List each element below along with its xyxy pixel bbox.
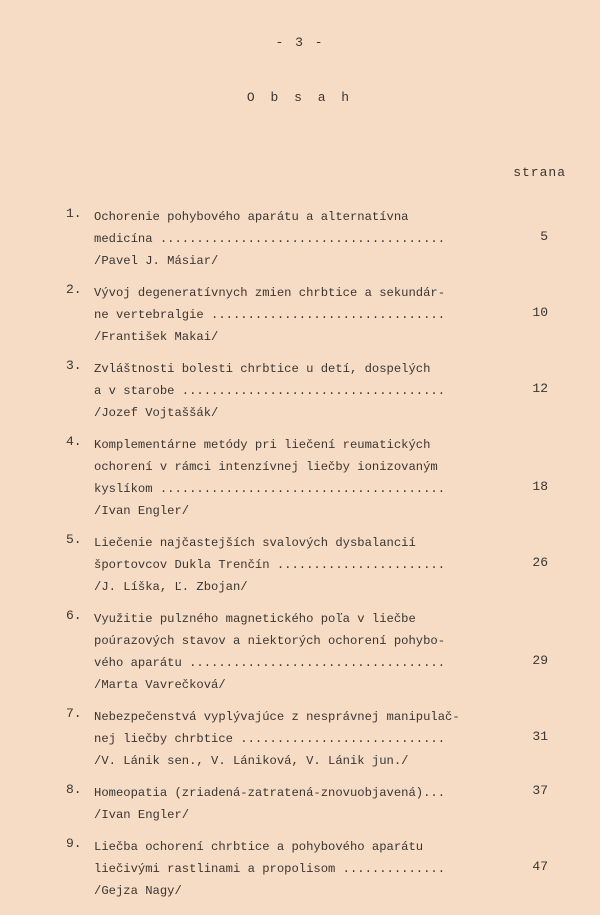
toc-entry-page: 26: [532, 555, 548, 570]
toc-entry-title-line: Zvláštnosti bolesti chrbtice u detí, dospelých: [94, 362, 431, 376]
toc-entry: [66, 358, 566, 424]
toc-entry-title-line: poúrazových stavov a niektorých ochorení pohybo-: [94, 634, 446, 648]
toc-entry-number: 5.: [66, 532, 82, 547]
toc-entry-title-line: Komplementárne metódy pri liečení reumatických: [94, 438, 431, 452]
toc-entry-page: 47: [532, 859, 548, 874]
toc-entry-title-line: kyslíkom .......................................: [94, 482, 446, 496]
page-column-label: strana: [513, 165, 566, 180]
toc-entry: [66, 282, 566, 348]
toc-entry-author: /Gejza Nagy/: [94, 884, 182, 898]
toc-entry-title-line: Liečenie najčastejších svalových dysbalancií: [94, 536, 416, 550]
toc-entry-title-line: Liečba ochorení chrbtice a pohybového aparátu: [94, 840, 424, 854]
toc-entry-number: 9.: [66, 836, 82, 851]
toc-entry-title-line: Využitie pulzného magnetického poľa v liečbe: [94, 612, 416, 626]
toc-entry: [66, 532, 566, 598]
toc-entry-title-line: Nebezpečenstvá vyplývajúce z nesprávnej manipulač-: [94, 710, 460, 724]
toc-entry-author: /Ivan Engler/: [94, 808, 190, 822]
toc-entry-page: 18: [532, 479, 548, 494]
toc-entry: [66, 782, 566, 826]
toc-entry-title-line: vého aparátu ...................................: [94, 656, 446, 670]
toc-entry: [66, 706, 566, 772]
table-of-contents: [66, 206, 566, 912]
toc-entry-number: 4.: [66, 434, 82, 449]
toc-entry-author: /František Makai/: [94, 330, 219, 344]
toc-entry-page: 29: [532, 653, 548, 668]
toc-entry-page: 5: [540, 229, 548, 244]
toc-entry-title-line: ne vertebralgie ................................: [94, 308, 446, 322]
toc-entry-title-line: športovcov Dukla Trenčín .......................: [94, 558, 446, 572]
toc-entry: [66, 434, 566, 522]
toc-entry-number: 6.: [66, 608, 82, 623]
toc-entry-author: /Marta Vavrečková/: [94, 678, 226, 692]
toc-entry-title-line: a v starobe ....................................: [94, 384, 446, 398]
toc-entry-title-line: Vývoj degeneratívnych zmien chrbtice a sekundár-: [94, 286, 446, 300]
toc-entry-number: 7.: [66, 706, 82, 721]
toc-entry-author: /J. Líška, Ľ. Zbojan/: [94, 580, 248, 594]
toc-entry-title-line: nej liečby chrbtice ............................: [94, 732, 446, 746]
toc-entry: [66, 206, 566, 272]
toc-entry-number: 8.: [66, 782, 82, 797]
toc-entry-title-line: medicína .......................................: [94, 232, 446, 246]
toc-entry-title-line: Homeopatia (zriadená-zatratená-znovuobjavená)...: [94, 786, 446, 800]
toc-entry-author: /V. Lánik sen., V. Lániková, V. Lánik jun./: [94, 754, 409, 768]
toc-entry-number: 3.: [66, 358, 82, 373]
toc-entry-number: 2.: [66, 282, 82, 297]
toc-entry-title-line: ochorení v rámci intenzívnej liečby ionizovaným: [94, 460, 438, 474]
toc-entry: [66, 608, 566, 696]
toc-entry-author: /Pavel J. Másiar/: [94, 254, 219, 268]
toc-entry-author: /Ivan Engler/: [94, 504, 190, 518]
toc-entry-page: 12: [532, 381, 548, 396]
toc-entry: [66, 836, 566, 902]
toc-entry-title-line: liečivými rastlinami a propolisom ..............: [94, 862, 446, 876]
toc-entry-number: 1.: [66, 206, 82, 221]
toc-entry-page: 31: [532, 729, 548, 744]
toc-entry-page: 37: [532, 783, 548, 798]
toc-entry-title-line: Ochorenie pohybového aparátu a alternatívna: [94, 210, 409, 224]
page-number: - 3 -: [275, 35, 325, 50]
page-title: O b s a h: [246, 90, 354, 105]
toc-entry-author: /Jozef Vojtaššák/: [94, 406, 219, 420]
toc-entry-page: 10: [532, 305, 548, 320]
